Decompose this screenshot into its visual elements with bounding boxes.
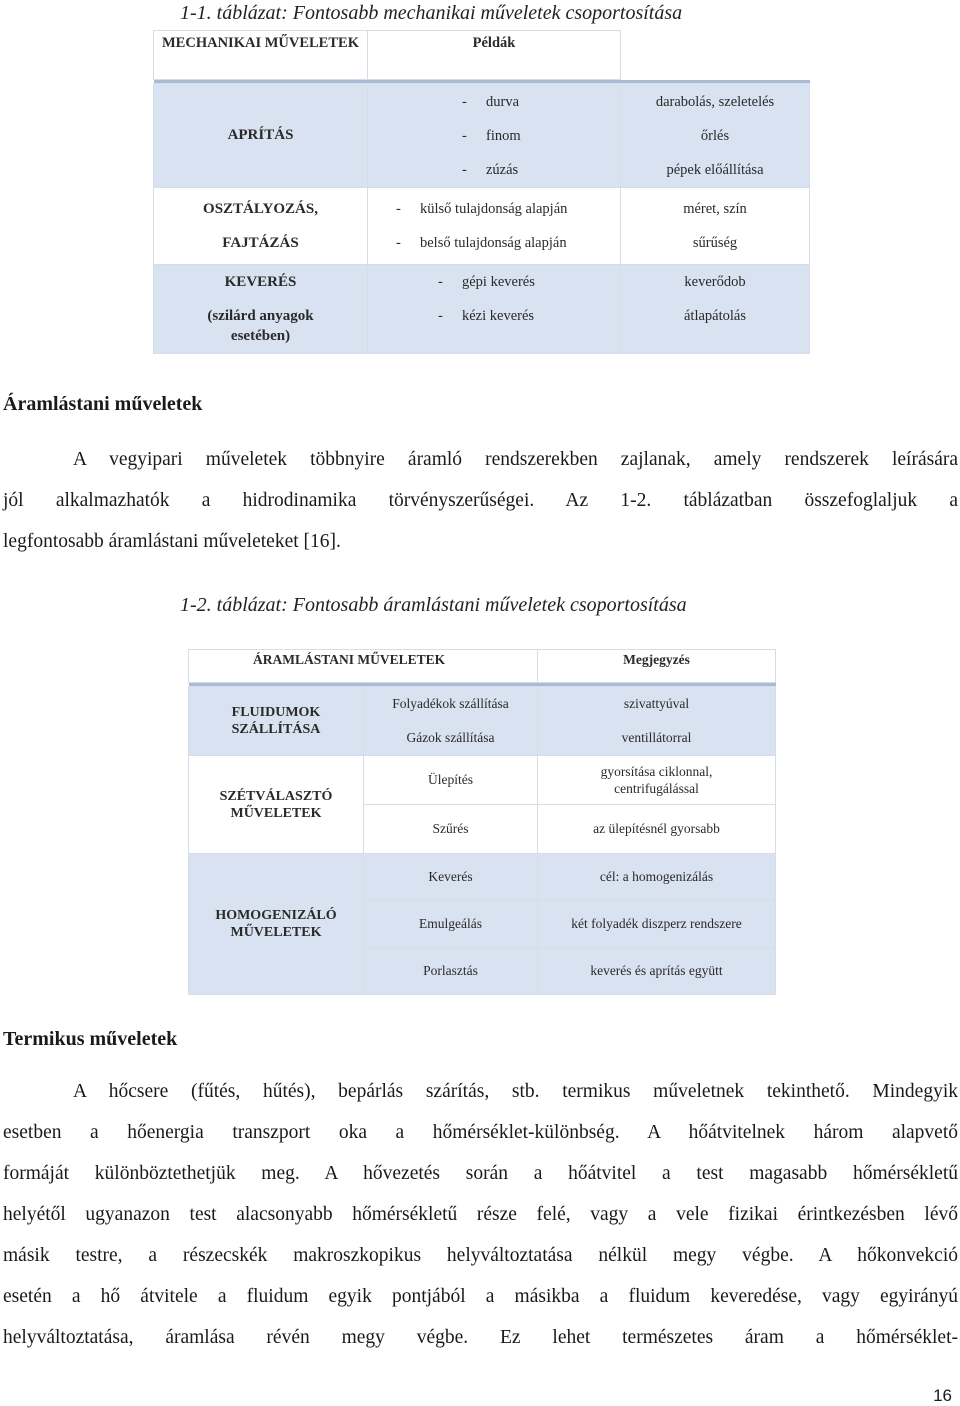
table1-row [154,265,810,354]
category-cell: FLUIDUMOK SZÁLLÍTÁSA [189,687,364,756]
text-line: legfontosabb áramlástani műveleteket [16]. [3,531,341,552]
text-line: A vegyipari műveletek többnyire áramló rendszerekben zajlanak, amely rendszerek leírására [73,449,958,470]
note-cell: az ülepítésnél gyorsabb [538,805,776,854]
page-number: 16 [933,1386,952,1405]
examples-cell: darabolás, szeletelés őrlés pépek előállítása [621,84,810,188]
table2-header-notes: Megjegyzés [538,650,776,683]
paragraph-flow [3,439,958,562]
text-line: helyétől ugyanazon test alacsonyabb hőmérsékletű része felé, vagy a vele fizikai érintkezésben lévő [3,1204,958,1225]
table1-header-operations: MECHANIKAI MŰVELETEK [154,31,368,80]
category-cell: SZÉTVÁLASZTÓ MŰVELETEK [189,756,364,854]
item-cell: Ülepítés [364,756,538,805]
table2-row [189,854,776,901]
text-line: esetben a hőenergia transzport oka a hőmérséklet-különbség. A hőátvitelnek három alapvető [3,1122,958,1143]
table2-header-operations: ÁRAMLÁSTANI MŰVELETEK [189,650,538,683]
mechanical-operations-table [153,30,810,354]
text-line: formáját különböztethetjük meg. A hővezetés során a hőátvitel a test magasabb hőmérsékletű [3,1163,958,1184]
note-cell: cél: a homogenizálás [538,854,776,901]
table2-caption: 1-2. táblázat: Fontosabb áramlástani műveletek csoportosítása [180,594,687,616]
table2-row [189,756,776,805]
category-cell: HOMOGENIZÁLÓ MŰVELETEK [189,854,364,995]
table1-row [154,84,810,188]
table1-row [154,188,810,265]
examples-cell: keverődob átlapátolás [621,265,810,354]
category-cell: OSZTÁLYOZÁS, FAJTÁZÁS [154,188,368,265]
category-cell: APRÍTÁS [154,84,368,188]
notes-cell: szivattyúval ventillátorral [538,687,776,756]
item-cell: Porlasztás [364,948,538,995]
items-cell: - külső tulajdonság alapján - belső tulajdonság alapján [368,188,621,265]
items-cell: Folyadékok szállítása Gázok szállítása [364,687,538,756]
table2-row [189,687,776,756]
item-cell: Szűrés [364,805,538,854]
items-cell: - gépi keverés - kézi keverés [368,265,621,354]
category-cell: KEVERÉS (szilárd anyagok esetében) [154,265,368,354]
flow-operations-table [188,649,776,995]
item-cell: Emulgeálás [364,901,538,948]
text-line: esetén a hő átvitele a fluidum egyik pontjából a másikba a fluidum keveredése, vagy egyirányú [3,1286,958,1307]
note-cell: két folyadék diszperz rendszere [538,901,776,948]
examples-cell: méret, szín sűrűség [621,188,810,265]
note-cell: gyorsítása ciklonnal, centrifugálással [538,756,776,805]
text-line: másik testre, a részecskék makroszkopikus helyváltoztatása nélkül megy végbe. A hőkonvekció [3,1245,958,1266]
note-cell: keverés és aprítás együtt [538,948,776,995]
paragraph-thermal [3,1071,958,1358]
text-line: A hőcsere (fűtés, hűtés), bepárlás szárítás, stb. termikus műveletnek tekinthető. Mindegyik [73,1081,958,1102]
items-cell: - durva - finom - zúzás [368,84,621,188]
table1-caption: 1-1. táblázat: Fontosabb mechanikai műveletek csoportosítása [180,2,683,24]
section-heading-flow: Áramlástani műveletek [3,393,203,415]
section-heading-thermal: Termikus műveletek [3,1028,178,1050]
item-cell: Keverés [364,854,538,901]
text-line: jól alkalmazhatók a hidrodinamika törvényszerűségei. Az 1-2. táblázatban összefoglaljuk a [3,490,958,511]
text-line: helyváltoztatása, áramlása révén megy végbe. Ez lehet természetes áram a hőmérséklet- [3,1327,958,1348]
table1-header-examples: Példák [368,31,621,80]
